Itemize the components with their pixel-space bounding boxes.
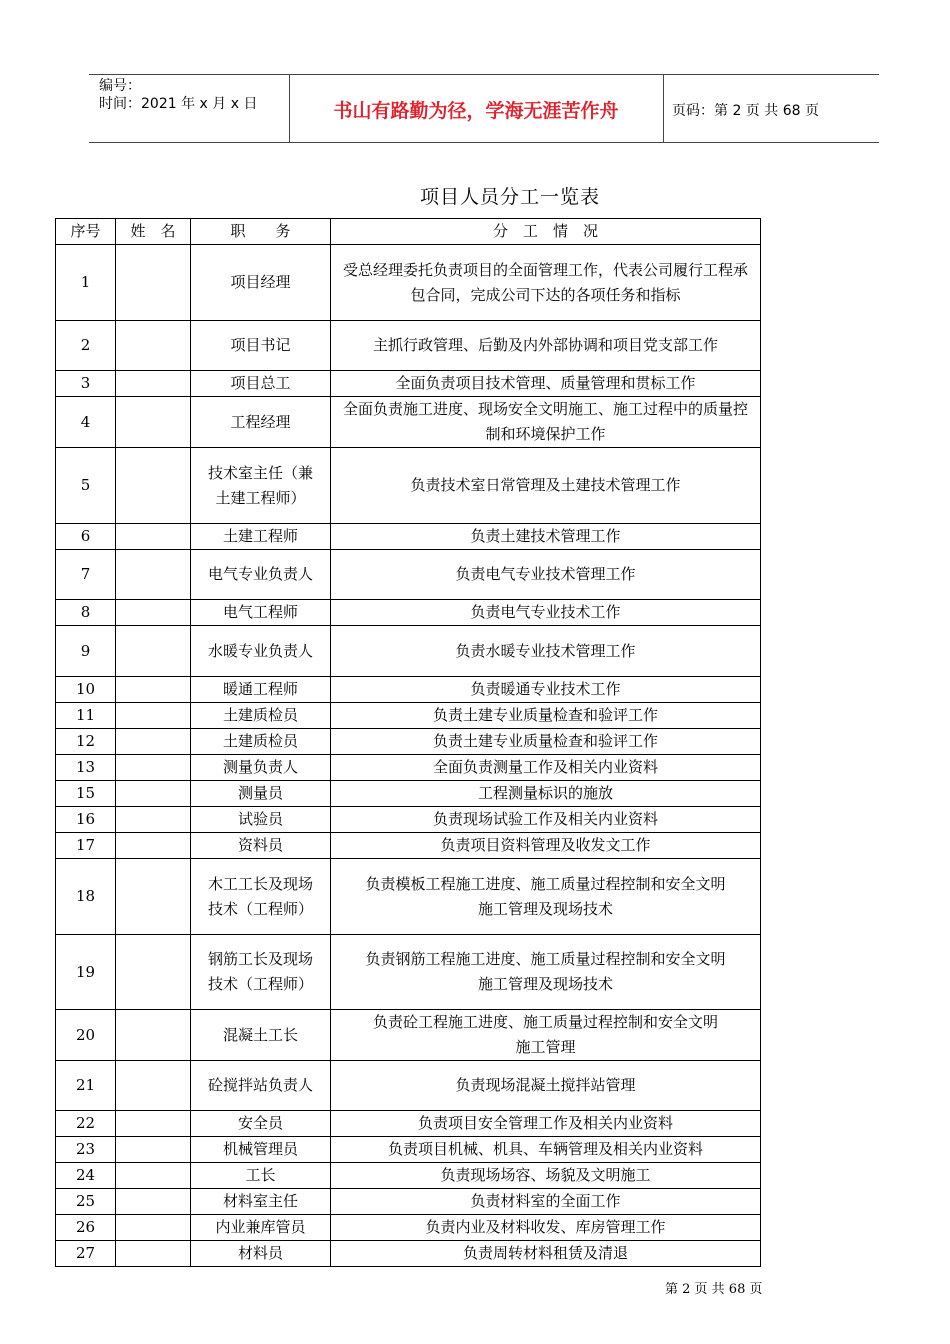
row-number-text: 7: [80, 565, 91, 583]
row-duty: [331, 600, 761, 626]
row-number: [56, 448, 116, 524]
table-row: [56, 1163, 761, 1189]
row-number-text: 20: [75, 1025, 96, 1044]
row-duty-text: 负责模板工程施工进度、施工质量过程控制和安全文明施工管理及现场技术: [365, 874, 726, 918]
row-name: [116, 1010, 191, 1061]
row-role-text: 土建工程师: [222, 527, 298, 545]
row-role: [191, 321, 331, 371]
row-role-text: 技术室主任（兼土建工程师）: [207, 463, 313, 507]
row-duty: [331, 448, 761, 524]
table-row: [56, 245, 761, 321]
row-duty: [331, 1111, 761, 1137]
row-number-text: 24: [75, 1166, 96, 1184]
row-name: [116, 859, 191, 935]
row-number: [56, 626, 116, 677]
row-number-text: 16: [75, 810, 96, 828]
row-role-text: 电气专业负责人: [207, 565, 313, 583]
row-number-text: 21: [75, 1076, 96, 1094]
row-name: [116, 397, 191, 448]
row-duty-text: 负责项目资料管理及收发文工作: [440, 836, 651, 854]
staff-table: [55, 218, 761, 1267]
row-name: [116, 1061, 191, 1111]
row-number-text: 11: [75, 706, 96, 724]
row-number-text: 22: [75, 1114, 96, 1132]
table-row: [56, 1241, 761, 1267]
row-role-text: 暖通工程师: [222, 680, 298, 698]
row-name: [116, 677, 191, 703]
row-role-text: 项目书记: [230, 336, 291, 354]
row-number: [56, 859, 116, 935]
row-duty: [331, 1241, 761, 1267]
row-number: [56, 524, 116, 550]
row-duty: [331, 1061, 761, 1111]
row-name: [116, 1163, 191, 1189]
table-row: [56, 833, 761, 859]
doc-time-label: 时间：2021 年 x 月 x 日: [99, 96, 258, 112]
table-row: [56, 859, 761, 935]
row-role-text: 工程经理: [230, 412, 291, 431]
row-number-text: 4: [80, 412, 91, 431]
row-number-text: 2: [80, 336, 91, 354]
header-divider: [663, 74, 664, 142]
row-number-text: 12: [75, 732, 96, 750]
row-role: [191, 1137, 331, 1163]
row-number: [56, 1163, 116, 1189]
row-role: [191, 1010, 331, 1061]
row-duty-text: 负责现场混凝土搅拌站管理: [455, 1076, 636, 1094]
row-role: [191, 1163, 331, 1189]
row-role: [191, 245, 331, 321]
row-duty-text: 负责暖通专业技术工作: [470, 680, 621, 698]
row-duty-text: 受总经理委托负责项目的全面管理工作，代表公司履行工程承包合同，完成公司下达的各项任务和指标: [342, 260, 748, 304]
row-number-text: 6: [80, 527, 91, 545]
header-rule-bottom: [89, 142, 879, 143]
row-number-text: 23: [75, 1140, 96, 1158]
footer-page-number: 第 2 页 共 68 页: [665, 1282, 763, 1297]
row-duty-text: 工程测量标识的施放: [477, 784, 613, 802]
row-role-text: 项目总工: [230, 374, 291, 392]
row-duty: [331, 245, 761, 321]
row-number: [56, 1189, 116, 1215]
row-duty: [331, 677, 761, 703]
row-duty-text: 负责周转材料租赁及清退: [462, 1244, 628, 1262]
row-duty: [331, 550, 761, 600]
row-number-text: 18: [75, 887, 96, 905]
row-number-text: 27: [75, 1244, 96, 1262]
row-duty: [331, 807, 761, 833]
row-role: [191, 703, 331, 729]
row-name: [116, 755, 191, 781]
row-duty: [331, 729, 761, 755]
row-duty: [331, 859, 761, 935]
row-number: [56, 397, 116, 448]
table-row: [56, 677, 761, 703]
row-duty: [331, 321, 761, 371]
row-role-text: 测量员: [237, 784, 283, 802]
row-duty-text: 负责材料室的全面工作: [470, 1192, 621, 1210]
row-duty-text: 负责电气专业技术工作: [470, 603, 621, 621]
table-row: [56, 1189, 761, 1215]
table-row: [56, 448, 761, 524]
header-motto: 书山有路勤为径，学海无涯苦作舟: [333, 100, 619, 122]
row-duty-text: 负责土建专业质量检查和验评工作: [432, 706, 658, 724]
col-header-no: 序号: [56, 219, 116, 245]
table-header-row: [56, 219, 761, 245]
table-row: [56, 935, 761, 1010]
row-number: [56, 807, 116, 833]
header-page-label: 页码：第 2 页 共 68 页: [672, 103, 819, 119]
doc-number-label: 编号：: [99, 78, 141, 94]
row-duty-text: 负责砼工程施工进度、施工质量过程控制和安全文明施工管理: [372, 1013, 718, 1056]
row-role: [191, 524, 331, 550]
row-name: [116, 524, 191, 550]
row-role-text: 内业兼库管员: [215, 1218, 306, 1236]
row-duty-text: 主抓行政管理、后勤及内外部协调和项目党支部工作: [372, 336, 718, 354]
table-row: [56, 703, 761, 729]
row-name: [116, 626, 191, 677]
row-name: [116, 935, 191, 1010]
row-role: [191, 371, 331, 397]
row-number: [56, 1111, 116, 1137]
row-number: [56, 1061, 116, 1111]
row-role-text: 项目经理: [230, 273, 291, 291]
row-duty: [331, 397, 761, 448]
header-rule-top: [89, 74, 879, 75]
table-row: [56, 755, 761, 781]
row-duty-text: 负责水暖专业技术管理工作: [455, 641, 636, 660]
row-number: [56, 371, 116, 397]
row-number: [56, 1215, 116, 1241]
row-role: [191, 397, 331, 448]
row-number-text: 5: [80, 476, 91, 494]
row-role: [191, 1215, 331, 1241]
table-row: [56, 626, 761, 677]
page-title: 项目人员分工一览表: [419, 186, 600, 208]
row-number-text: 1: [80, 273, 91, 291]
row-number-text: 15: [75, 784, 96, 802]
row-name: [116, 371, 191, 397]
row-role: [191, 755, 331, 781]
row-role: [191, 781, 331, 807]
row-role-text: 测量负责人: [222, 758, 298, 776]
row-number-text: 17: [75, 836, 96, 854]
table-row: [56, 1215, 761, 1241]
row-role: [191, 677, 331, 703]
row-duty: [331, 626, 761, 677]
row-number: [56, 703, 116, 729]
row-role: [191, 807, 331, 833]
row-name: [116, 600, 191, 626]
row-role: [191, 550, 331, 600]
row-role: [191, 729, 331, 755]
table-row: [56, 524, 761, 550]
col-header-duty: 分 工 情 况: [331, 219, 761, 245]
row-duty-text: 负责技术室日常管理及土建技术管理工作: [410, 476, 681, 494]
row-duty: [331, 1163, 761, 1189]
table-row: [56, 729, 761, 755]
row-role-text: 材料员: [237, 1244, 283, 1262]
row-number-text: 9: [80, 641, 91, 660]
row-role-text: 资料员: [237, 836, 283, 854]
row-role: [191, 859, 331, 935]
row-role: [191, 600, 331, 626]
row-name: [116, 1111, 191, 1137]
row-role-text: 混凝土工长: [222, 1025, 298, 1044]
table-row: [56, 781, 761, 807]
row-duty-text: 负责土建技术管理工作: [470, 527, 621, 545]
row-role-text: 钢筋工长及现场技术（工程师）: [207, 950, 313, 993]
row-role-text: 水暖专业负责人: [207, 641, 313, 660]
row-number: [56, 781, 116, 807]
row-duty: [331, 781, 761, 807]
row-number-text: 25: [75, 1192, 96, 1210]
row-duty: [331, 1215, 761, 1241]
row-name: [116, 550, 191, 600]
table-row: [56, 371, 761, 397]
row-role-text: 砼搅拌站负责人: [207, 1076, 313, 1094]
row-duty-text: 全面负责项目技术管理、质量管理和贯标工作: [395, 374, 696, 392]
row-duty: [331, 524, 761, 550]
row-name: [116, 781, 191, 807]
row-role: [191, 626, 331, 677]
row-role: [191, 1241, 331, 1267]
row-duty-text: 负责现场场容、场貌及文明施工: [440, 1166, 651, 1184]
table-row: [56, 600, 761, 626]
row-duty-text: 负责项目安全管理工作及相关内业资料: [417, 1114, 673, 1132]
row-name: [116, 807, 191, 833]
col-header-role: 职 务: [191, 219, 331, 245]
row-name: [116, 729, 191, 755]
row-number: [56, 321, 116, 371]
table-row: [56, 321, 761, 371]
row-role: [191, 1061, 331, 1111]
row-number: [56, 729, 116, 755]
row-role: [191, 1189, 331, 1215]
row-number-text: 26: [75, 1218, 96, 1236]
row-duty: [331, 371, 761, 397]
row-role-text: 安全员: [237, 1114, 283, 1132]
row-number: [56, 833, 116, 859]
table-row: [56, 550, 761, 600]
row-role-text: 材料室主任: [222, 1192, 298, 1210]
table-row: [56, 1137, 761, 1163]
row-duty-text: 负责电气专业技术管理工作: [455, 565, 636, 583]
row-role-text: 土建质检员: [222, 706, 298, 724]
table-row: [56, 1061, 761, 1111]
row-duty: [331, 935, 761, 1010]
row-name: [116, 1189, 191, 1215]
row-name: [116, 1241, 191, 1267]
row-role-text: 土建质检员: [222, 732, 298, 750]
row-duty: [331, 833, 761, 859]
table-row: [56, 1111, 761, 1137]
row-number: [56, 1010, 116, 1061]
row-role: [191, 833, 331, 859]
row-duty-text: 负责土建专业质量检查和验评工作: [432, 732, 658, 750]
row-duty-text: 全面负责施工进度、现场安全文明施工、施工过程中的质量控制和环境保护工作: [342, 400, 748, 443]
row-name: [116, 1137, 191, 1163]
row-duty-text: 负责项目机械、机具、车辆管理及相关内业资料: [387, 1140, 703, 1158]
row-role-text: 工长: [245, 1166, 276, 1184]
row-duty-text: 负责现场试验工作及相关内业资料: [432, 810, 658, 828]
row-duty-text: 全面负责测量工作及相关内业资料: [432, 758, 658, 776]
table-row: [56, 397, 761, 448]
row-name: [116, 321, 191, 371]
row-number: [56, 1241, 116, 1267]
row-name: [116, 1215, 191, 1241]
row-number-text: 3: [80, 374, 91, 392]
row-role: [191, 935, 331, 1010]
row-role: [191, 448, 331, 524]
row-number: [56, 755, 116, 781]
row-number-text: 19: [75, 962, 96, 981]
row-duty-text: 负责内业及材料收发、库房管理工作: [425, 1218, 666, 1236]
row-name: [116, 245, 191, 321]
row-role-text: 机械管理员: [222, 1140, 298, 1158]
row-duty: [331, 1189, 761, 1215]
row-duty: [331, 703, 761, 729]
row-role: [191, 1111, 331, 1137]
row-number: [56, 935, 116, 1010]
row-duty: [331, 755, 761, 781]
row-role-text: 木工工长及现场技术（工程师）: [207, 874, 313, 918]
row-name: [116, 833, 191, 859]
row-name: [116, 703, 191, 729]
row-number-text: 8: [80, 603, 91, 621]
row-duty-text: 负责钢筋工程施工进度、施工质量过程控制和安全文明施工管理及现场技术: [365, 950, 726, 993]
row-duty: [331, 1010, 761, 1061]
row-number: [56, 677, 116, 703]
row-number-text: 13: [75, 758, 96, 776]
col-header-name: 姓 名: [116, 219, 191, 245]
row-name: [116, 448, 191, 524]
row-number: [56, 245, 116, 321]
row-duty: [331, 1137, 761, 1163]
row-number-text: 10: [75, 680, 96, 698]
table-row: [56, 1010, 761, 1061]
row-role-text: 试验员: [237, 810, 283, 828]
row-role-text: 电气工程师: [222, 603, 298, 621]
row-number: [56, 1137, 116, 1163]
header-meta: [99, 77, 257, 113]
row-number: [56, 600, 116, 626]
table-row: [56, 807, 761, 833]
row-number: [56, 550, 116, 600]
